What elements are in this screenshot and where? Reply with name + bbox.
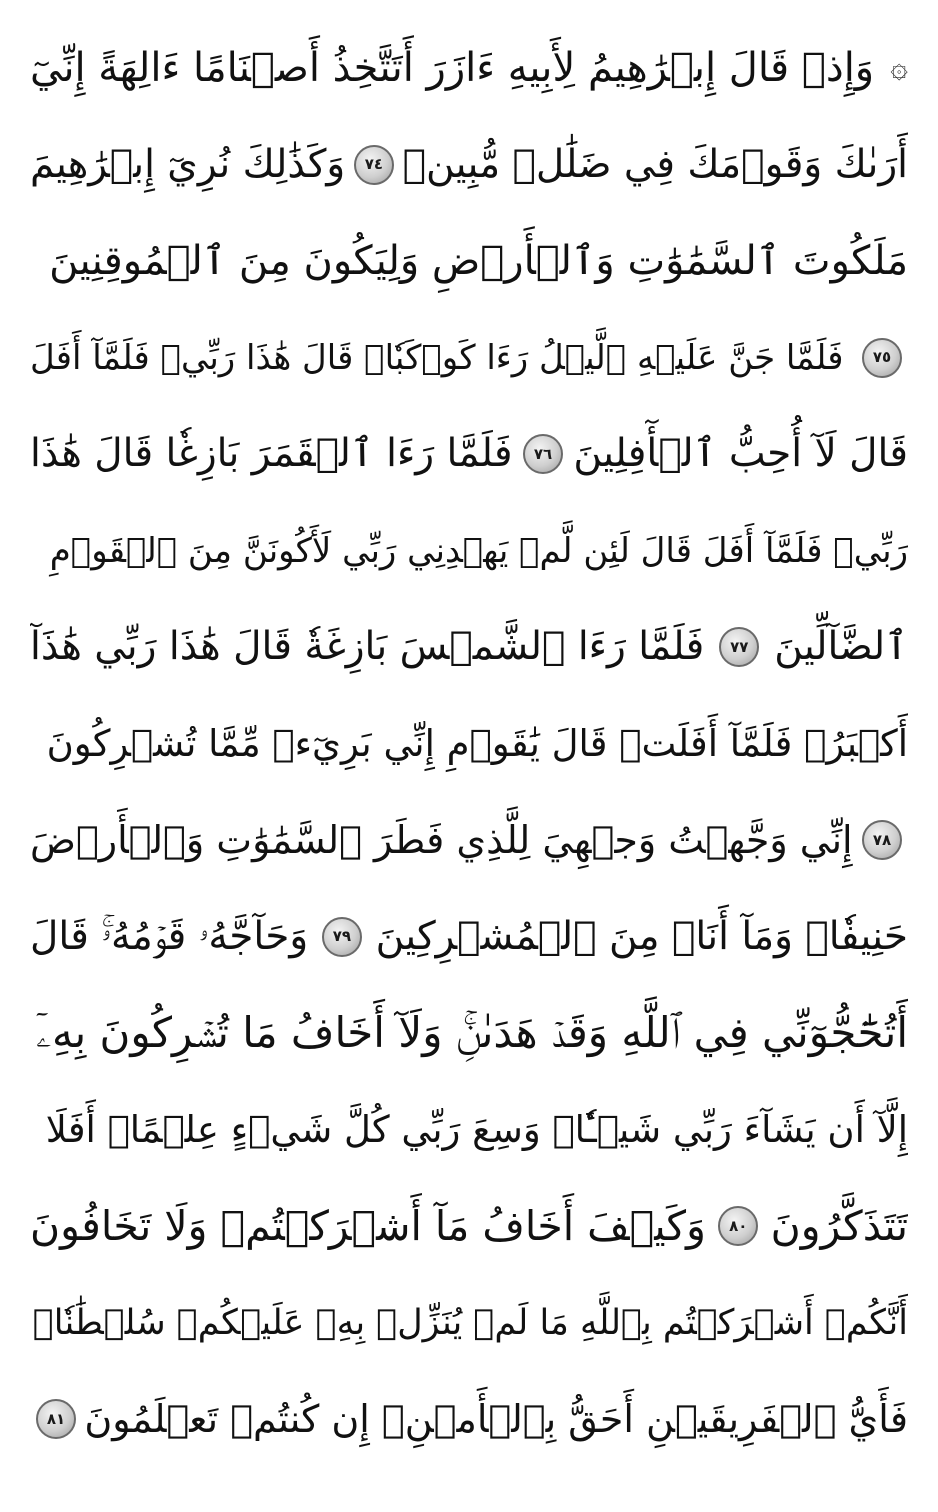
hizb-marker-icon: ۞ [890,50,908,85]
verse-text: وَحَآجَّهُۥ قَوۡمُهُۥۚ قَالَ [30,913,309,959]
text-line [30,1371,908,1467]
text-line [30,1275,908,1371]
text-line [30,503,908,599]
verse-text: وَكَذَٰلِكَ نُرِيٓ إِبۡرَٰهِيمَ [30,141,346,187]
verse-text: إِلَّآ أَن يَشَآءَ رَبِّي شَيۡـٔٗاۚ وَسِعَ رَبِّي كُلَّ شَيۡءٍ عِلۡمًاۚ أَفَلَا [45,1107,908,1151]
verse-text: أَنَّكُمۡ أَشۡرَكۡتُم بِٱللَّهِ مَا لَمۡ يُنَزِّلۡ بِهِۦ عَلَيۡكُمۡ سُلۡطَٰنٗاۚ [32,1302,908,1343]
verse-text: وَإِذۡ قَالَ إِبۡرَٰهِيمُ لِأَبِيهِ ءَازَرَ أَتَتَّخِذُ أَصۡنَامًا ءَالِهَةً إِنِّيٓ [30,45,875,91]
verse-text: أَكۡبَرُۖ فَلَمَّآ أَفَلَتۡ قَالَ يَٰقَوۡمِ إِنِّي بَرِيٓءٞ مِّمَّا تُشۡرِكُونَ [46,721,908,765]
verse-text: أَتُحَٰٓجُّوٓنِّي فِي ٱللَّهِ وَقَدۡ هَدَىٰنِۚ وَلَآ أَخَافُ مَا تُشۡرِكُونَ بِهِۦٓ [36,1008,908,1057]
ayah-number-marker: ٧٨ [862,820,902,860]
text-line [30,1082,908,1178]
text-line [30,599,908,695]
text-line [30,213,908,309]
text-line [30,1178,908,1274]
ayah-number-marker: ٨١ [36,1399,76,1439]
text-line [30,985,908,1081]
ayah-number-marker: ٧٩ [322,917,362,957]
verse-text: فَلَمَّا رَءَا ٱلۡقَمَرَ بَازِغٗا قَالَ هَٰذَا [30,431,513,476]
text-line [30,20,908,116]
ayah-number-marker: ٧٦ [523,434,563,474]
verse-text: فَلَمَّا رَءَا ٱلشَّمۡسَ بَازِغَةٗ قَالَ هَٰذَا رَبِّي هَٰذَآ [30,624,705,669]
text-line [30,310,908,406]
text-line [30,889,908,985]
text-line [30,792,908,888]
text-line [30,696,908,792]
verse-text: تَتَذَكَّرُونَ [770,1202,908,1250]
ayah-number-marker: ٧٥ [862,338,902,378]
verse-text: ٱلضَّآلِّينَ [774,624,908,669]
verse-text: إِنِّي وَجَّهۡتُ وَجۡهِيَ لِلَّذِي فَطَرَ ٱلسَّمَٰوَٰتِ وَٱلۡأَرۡضَ [30,818,853,862]
ayah-number-marker: ٧٧ [719,627,759,667]
text-line [30,117,908,213]
verse-text: فَلَمَّا جَنَّ عَلَيۡهِ ٱلَّيۡلُ رَءَا كَوۡكَبٗاۖ قَالَ هَٰذَا رَبِّيۖ فَلَمَّآ أَفَلَ [30,337,844,378]
verse-text: مَلَكُوتَ ٱلسَّمَٰوَٰتِ وَٱلۡأَرۡضِ وَلِيَكُونَ مِنَ ٱلۡمُوقِنِينَ [49,238,908,284]
verse-text: وَكَيۡفَ أَخَافُ مَآ أَشۡرَكۡتُمۡ وَلَا تَخَافُونَ [30,1202,706,1250]
ayah-number-marker: ٨٠ [718,1206,758,1246]
verse-text: رَبِّيۖ فَلَمَّآ أَفَلَ قَالَ لَئِن لَّمۡ يَهۡدِنِي رَبِّي لَأَكُونَنَّ مِنَ ٱلۡقَوۡمِ [49,530,908,571]
verse-text: قَالَ لَآ أُحِبُّ ٱلۡأٓفِلِينَ [573,431,908,476]
verse-text: حَنِيفٗاۖ وَمَآ أَنَا۠ مِنَ ٱلۡمُشۡرِكِينَ [375,913,908,959]
verse-text: فَأَيُّ ٱلۡفَرِيقَيۡنِ أَحَقُّ بِٱلۡأَمۡنِۖ إِن كُنتُمۡ تَعۡلَمُونَ [84,1397,908,1441]
ayah-number-marker: ٧٤ [354,145,394,185]
verse-text: أَرَىٰكَ وَقَوۡمَكَ فِي ضَلَٰلٖ مُّبِينٖ [402,141,908,187]
text-line [30,406,908,502]
